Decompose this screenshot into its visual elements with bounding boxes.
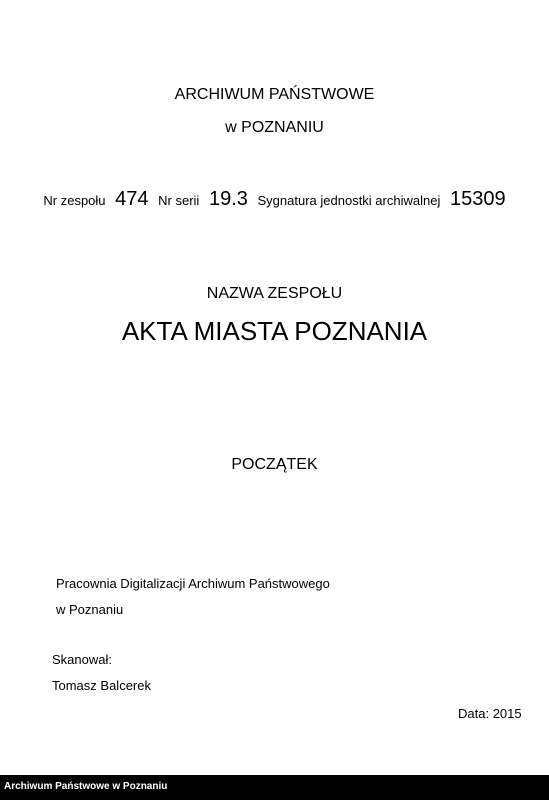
signature-label: Sygnatura jednostki archiwalnej <box>257 193 441 208</box>
fond-name: AKTA MIASTA POZNANIA <box>121 316 428 346</box>
lab-name-line2: w Poznaniu <box>56 602 124 617</box>
archive-name: ARCHIWUM PAŃSTWOWE <box>174 86 375 103</box>
scanned-by-label: Skanował: <box>52 652 112 667</box>
archive-city: w POZNANIU <box>225 119 324 136</box>
signature-number: 15309 <box>449 188 506 210</box>
date-field <box>458 706 522 721</box>
reference-line <box>0 188 549 211</box>
fond-name-label: NAZWA ZESPOŁU <box>206 285 343 302</box>
series-label: Nr serii <box>158 193 200 208</box>
part-title: POCZĄTEK <box>231 456 318 473</box>
footer-text: Archiwum Państwowe w Poznaniu <box>4 781 168 792</box>
fond-number-label: Nr zespołu <box>43 193 106 208</box>
lab-name-line1: Pracownia Digitalizacji Archiwum Państwowego <box>56 576 330 591</box>
date-label: Data: <box>458 706 490 721</box>
series-number: 19.3 <box>208 188 248 210</box>
fond-number: 474 <box>115 188 149 210</box>
footer-bar <box>0 775 549 800</box>
date-value: 2015 <box>492 706 522 721</box>
scanned-by-name: Tomasz Balcerek <box>52 678 151 693</box>
